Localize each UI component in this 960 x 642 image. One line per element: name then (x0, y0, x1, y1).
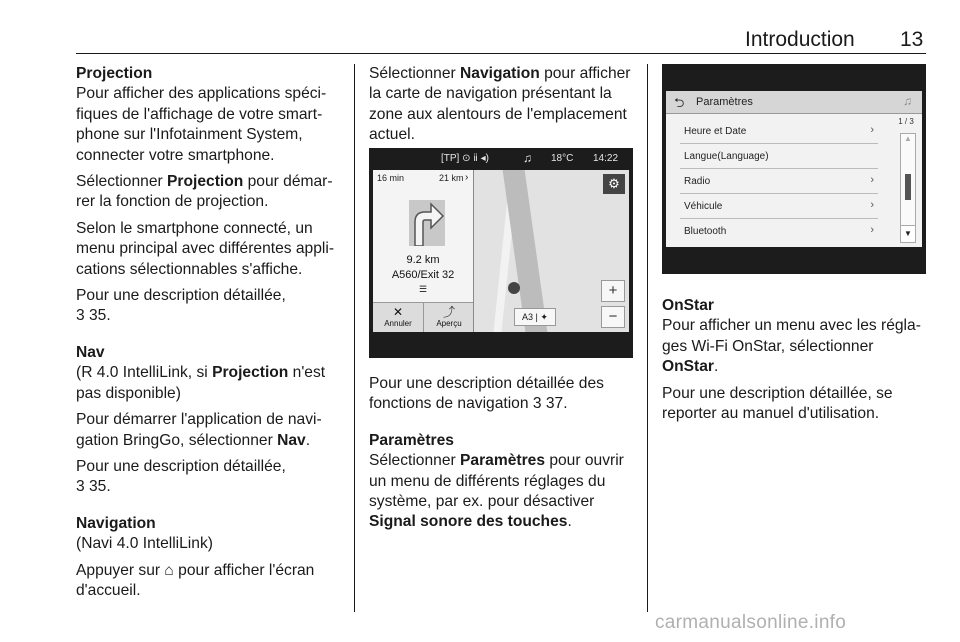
home-icon: ⌂ (164, 561, 174, 579)
status-icons: [TP] ⊙ ⅱ ◂) (441, 153, 489, 164)
navigation-screenshot (369, 148, 633, 358)
list-icon[interactable]: ☰ (418, 284, 428, 294)
page-header-title: Introduction (745, 28, 855, 51)
column-middle-lower (369, 374, 634, 539)
nav-page-ref: 3 35. (76, 478, 111, 496)
nav-keyword: Nav (277, 431, 306, 449)
onstar-paragraph-2: Pour une description détaillée, se reporter au manuel d'utilisation. (662, 384, 893, 423)
chevron-right-icon: › (870, 124, 874, 136)
vehicle-position-icon (508, 282, 520, 294)
nav-status-bar (369, 148, 633, 170)
settings-item-heure[interactable]: Heure et Date › (680, 119, 878, 144)
nav-paragraph-3: Pour une description détaillée, 3 35. (76, 457, 286, 496)
nav-screen (373, 170, 629, 332)
projection-heading: Projection (76, 65, 153, 82)
scroll-thumb[interactable] (905, 174, 911, 200)
chevron-right-icon: › (870, 224, 874, 236)
parametres-title: Paramètres (696, 96, 753, 108)
parametres-screenshot (662, 64, 926, 274)
header-rule (76, 53, 926, 54)
turn-right-arrow-icon (409, 200, 445, 246)
projection-paragraph-1: Pour afficher des applications spéci-fiques de l'affichage de votre smart-phone sur l'Infotainment System, connecter votre smartphone. (76, 85, 327, 164)
parametres-keyword: Paramètres (460, 452, 545, 470)
back-icon[interactable]: ⮌ (674, 95, 685, 110)
navigation-paragraph-2: Appuyer sur ⌂ pour afficher l'écran d'accueil. (76, 561, 315, 599)
map-view[interactable] (474, 170, 629, 332)
projection-page-ref: 3 35. (76, 307, 111, 325)
page-number: 13 (900, 28, 924, 51)
chevron-right-icon: › (870, 199, 874, 211)
navigation-keyword: Navigation (460, 65, 540, 82)
settings-item-bluetooth[interactable]: Bluetooth › (684, 224, 874, 237)
navigation-detail-paragraph: Pour une description détaillée des fonctions de navigation 3 37. (369, 375, 604, 413)
remaining-distance: 21 km (439, 173, 464, 183)
projection-paragraph-3: Selon le smartphone connecté, un menu principal avec différentes appli-cations sélectionnables s'affiche. (76, 219, 335, 278)
clock: 14:22 (593, 153, 619, 164)
projection-keyword: Projection (167, 173, 244, 191)
exit-label: A560/Exit 32 (391, 269, 455, 281)
chevron-right-icon: › (870, 174, 874, 186)
nav-button-bar (373, 302, 473, 332)
zoom-in-button[interactable]: + (601, 280, 625, 302)
zoom-out-button[interactable]: − (601, 306, 625, 328)
temperature: 18°C (551, 153, 574, 164)
cancel-button[interactable] (373, 303, 423, 332)
cancel-label: Annuler (384, 319, 412, 328)
turn-distance: 9.2 km (406, 254, 440, 266)
onstar-paragraph-1: Pour afficher un menu avec les régla-ges Wi-Fi OnStar, sélectionner OnStar. (662, 317, 921, 376)
settings-item-langue[interactable]: Langue(Language) (680, 144, 878, 169)
column-divider-1 (354, 64, 355, 612)
chevron-right-icon[interactable]: › (465, 172, 469, 183)
parametres-paragraph: Sélectionner Paramètres pour ouvrir un menu de différents réglages du système, par ex. pour désactiver Signal sonore des touches. (369, 452, 624, 531)
navigation-select-paragraph: Sélectionner Navigation pour afficher la carte de navigation présentant la zone aux alentours de l'emplacement actuel. (369, 65, 631, 144)
column-left (76, 64, 341, 607)
onstar-heading: OnStar (662, 297, 714, 314)
navigation-heading: Navigation (76, 514, 156, 532)
eta: 16 min (377, 173, 405, 183)
preview-label: Aperçu (436, 319, 462, 328)
onstar-keyword: OnStar (662, 358, 714, 376)
column-right (662, 296, 930, 430)
preview-button[interactable] (423, 303, 474, 332)
preview-icon: ⤴ (442, 305, 455, 319)
nav-guidance-panel (373, 170, 474, 332)
close-icon: ✕ (392, 305, 404, 319)
nav-paragraph-2: Pour démarrer l'application de navi-gation BringGo, sélectionner Nav. (76, 411, 322, 449)
music-icon: ♫ (523, 151, 532, 165)
parametres-title-bar (666, 91, 922, 114)
projection-paragraph-2: Sélectionner Projection pour démar-rer la fonction de projection. (76, 173, 333, 211)
navigation-paragraph-1: (Navi 4.0 IntelliLink) (76, 535, 213, 553)
settings-item-vehicule[interactable]: Véhicule › (680, 194, 878, 219)
parametres-screen (666, 91, 922, 247)
column-middle (369, 64, 634, 152)
nav-paragraph-1: (R 4.0 IntelliLink, si Projection n'est pas disponible) (76, 364, 326, 402)
music-note-icon[interactable]: ♫ (903, 94, 912, 108)
settings-gear-button[interactable]: ⚙ (603, 174, 625, 194)
nav-heading: Nav (76, 343, 105, 361)
signal-keyword: Signal sonore des touches (369, 513, 568, 531)
scroll-down-icon[interactable]: ▼ (901, 225, 915, 242)
watermark: carmanualsonline.info (655, 612, 847, 633)
parametres-heading: Paramètres (369, 431, 454, 449)
column-divider-2 (647, 64, 648, 612)
projection-paragraph-4: Pour une description détaillée, 3 35. (76, 287, 286, 325)
nav-projection-keyword: Projection (212, 364, 289, 382)
scrollbar[interactable] (900, 133, 916, 243)
road-tag: A3 | ✦ (514, 308, 556, 326)
page-indicator: 1 / 3 (898, 117, 914, 126)
scroll-up-icon[interactable]: ▲ (904, 134, 912, 143)
settings-item-radio[interactable]: Radio › (680, 169, 878, 194)
